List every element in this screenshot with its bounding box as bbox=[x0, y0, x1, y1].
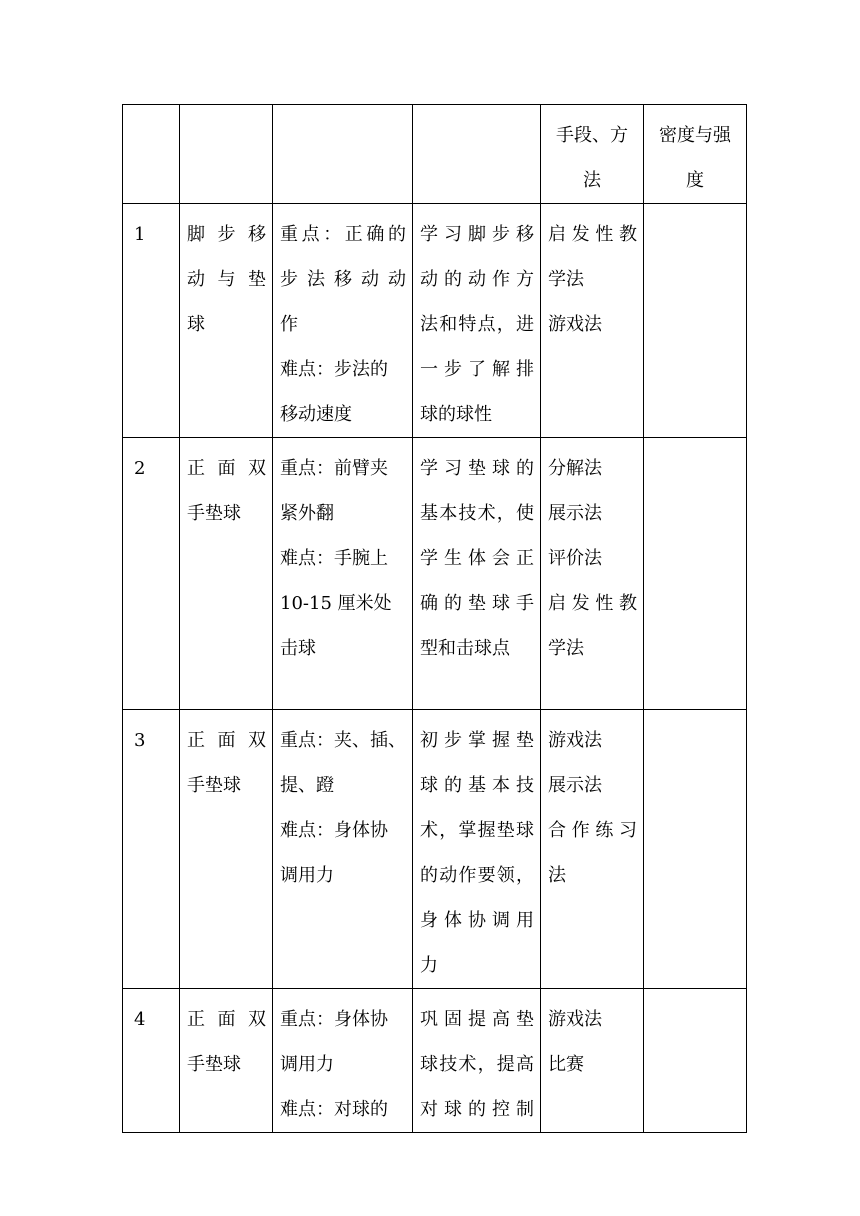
methods-line: 分解法 bbox=[548, 458, 602, 479]
header-cell-intensity bbox=[644, 105, 747, 204]
topic-line: 球 bbox=[187, 314, 205, 335]
topic-cell bbox=[180, 438, 273, 710]
goal-line: 学生体会正 bbox=[420, 548, 534, 569]
methods-line: 启发性教 bbox=[548, 224, 637, 245]
intensity-cell bbox=[644, 438, 747, 710]
header-cell-blank-1 bbox=[123, 105, 180, 204]
intensity-cell bbox=[644, 989, 747, 1133]
keypoints-line: 击球 bbox=[280, 638, 316, 659]
goal-line: 法和特点，进 bbox=[420, 314, 534, 335]
keypoints-line: 难点：对球的 bbox=[280, 1099, 388, 1120]
keypoints-line: 紧外翻 bbox=[280, 503, 334, 524]
keypoints-line: 重点：正确的 bbox=[280, 224, 406, 245]
header-methods-line: 手段、方 bbox=[556, 125, 628, 146]
lesson-number-cell bbox=[123, 989, 180, 1133]
methods-line: 学法 bbox=[548, 269, 584, 290]
methods-line: 合作练习 bbox=[548, 820, 637, 841]
keypoints-line: 调用力 bbox=[280, 1054, 334, 1075]
goal-cell bbox=[413, 989, 541, 1133]
intensity-cell bbox=[644, 204, 747, 438]
topic-line: 脚步移 bbox=[187, 224, 266, 245]
table-row bbox=[123, 989, 747, 1133]
header-intensity-line: 密度与强 bbox=[659, 125, 731, 146]
goal-line: 球的球性 bbox=[420, 404, 492, 425]
goal-line: 术，掌握垫球 bbox=[420, 820, 534, 841]
goal-line: 巩固提高垫 bbox=[420, 1009, 534, 1030]
goal-line: 球的基本技 bbox=[420, 775, 534, 796]
goal-line: 学习脚步移 bbox=[420, 224, 534, 245]
keypoints-cell bbox=[273, 989, 413, 1133]
header-cell-blank-4 bbox=[413, 105, 541, 204]
keypoints-line: 重点：前臂夹 bbox=[280, 458, 388, 479]
header-cell-blank-3 bbox=[273, 105, 413, 204]
topic-line: 动与垫 bbox=[187, 269, 266, 290]
lesson-number: 3 bbox=[134, 730, 146, 751]
keypoints-line: 10-15 厘米处 bbox=[280, 593, 392, 614]
header-intensity-line: 度 bbox=[686, 170, 704, 191]
table-row bbox=[123, 438, 747, 710]
methods-cell bbox=[541, 710, 644, 989]
table-row bbox=[123, 710, 747, 989]
methods-line: 比赛 bbox=[548, 1054, 584, 1075]
keypoints-line: 步法移动动 bbox=[280, 269, 406, 290]
goal-line: 力 bbox=[420, 955, 438, 976]
keypoints-line: 调用力 bbox=[280, 865, 334, 886]
keypoints-line: 难点：身体协 bbox=[280, 820, 388, 841]
keypoints-line: 难点：手腕上 bbox=[280, 548, 388, 569]
keypoints-line: 提、蹬 bbox=[280, 775, 334, 796]
keypoints-cell bbox=[273, 438, 413, 710]
methods-line: 评价法 bbox=[548, 548, 602, 569]
goal-cell bbox=[413, 710, 541, 989]
lesson-plan-table bbox=[122, 104, 747, 1133]
intensity-cell bbox=[644, 710, 747, 989]
methods-line: 启发性教 bbox=[548, 593, 637, 614]
methods-line: 展示法 bbox=[548, 775, 602, 796]
goal-line: 初步掌握垫 bbox=[420, 730, 534, 751]
methods-cell bbox=[541, 989, 644, 1133]
header-cell-methods bbox=[541, 105, 644, 204]
keypoints-line: 移动速度 bbox=[280, 404, 352, 425]
goal-cell bbox=[413, 204, 541, 438]
lesson-number-cell bbox=[123, 710, 180, 989]
header-methods-line: 法 bbox=[583, 170, 601, 191]
topic-cell bbox=[180, 204, 273, 438]
methods-line: 游戏法 bbox=[548, 314, 602, 335]
goal-line: 球技术，提高 bbox=[420, 1054, 534, 1075]
goal-line: 一步了解排 bbox=[420, 359, 534, 380]
topic-line: 手垫球 bbox=[187, 503, 241, 524]
goal-line: 型和击球点 bbox=[420, 638, 510, 659]
topic-line: 手垫球 bbox=[187, 775, 241, 796]
lesson-number: 1 bbox=[134, 224, 146, 245]
topic-line: 手垫球 bbox=[187, 1054, 241, 1075]
keypoints-line: 重点：夹、插、 bbox=[280, 730, 406, 751]
header-cell-blank-2 bbox=[180, 105, 273, 204]
methods-line: 学法 bbox=[548, 638, 584, 659]
methods-line: 展示法 bbox=[548, 503, 602, 524]
goal-line: 动的动作方 bbox=[420, 269, 534, 290]
header-row bbox=[123, 105, 747, 204]
goal-cell bbox=[413, 438, 541, 710]
methods-line: 法 bbox=[548, 865, 566, 886]
topic-line: 正面双 bbox=[187, 1009, 266, 1030]
table-row bbox=[123, 204, 747, 438]
keypoints-line: 重点：身体协 bbox=[280, 1009, 388, 1030]
goal-line: 确的垫球手 bbox=[420, 593, 534, 614]
goal-line: 基本技术，使 bbox=[420, 503, 534, 524]
lesson-number-cell bbox=[123, 204, 180, 438]
goal-line: 学习垫球的 bbox=[420, 458, 534, 479]
topic-cell bbox=[180, 989, 273, 1133]
methods-line: 游戏法 bbox=[548, 730, 602, 751]
methods-cell bbox=[541, 204, 644, 438]
goal-line: 的动作要领， bbox=[420, 865, 534, 886]
keypoints-line: 作 bbox=[280, 314, 298, 335]
methods-line: 游戏法 bbox=[548, 1009, 602, 1030]
lesson-number: 2 bbox=[134, 458, 146, 479]
keypoints-cell bbox=[273, 204, 413, 438]
lesson-number: 4 bbox=[134, 1009, 146, 1030]
topic-cell bbox=[180, 710, 273, 989]
topic-line: 正面双 bbox=[187, 458, 266, 479]
goal-line: 对球的控制 bbox=[420, 1099, 534, 1120]
topic-line: 正面双 bbox=[187, 730, 266, 751]
goal-line: 身体协调用 bbox=[420, 910, 534, 931]
keypoints-cell bbox=[273, 710, 413, 989]
lesson-number-cell bbox=[123, 438, 180, 710]
keypoints-line: 难点：步法的 bbox=[280, 359, 388, 380]
methods-cell bbox=[541, 438, 644, 710]
